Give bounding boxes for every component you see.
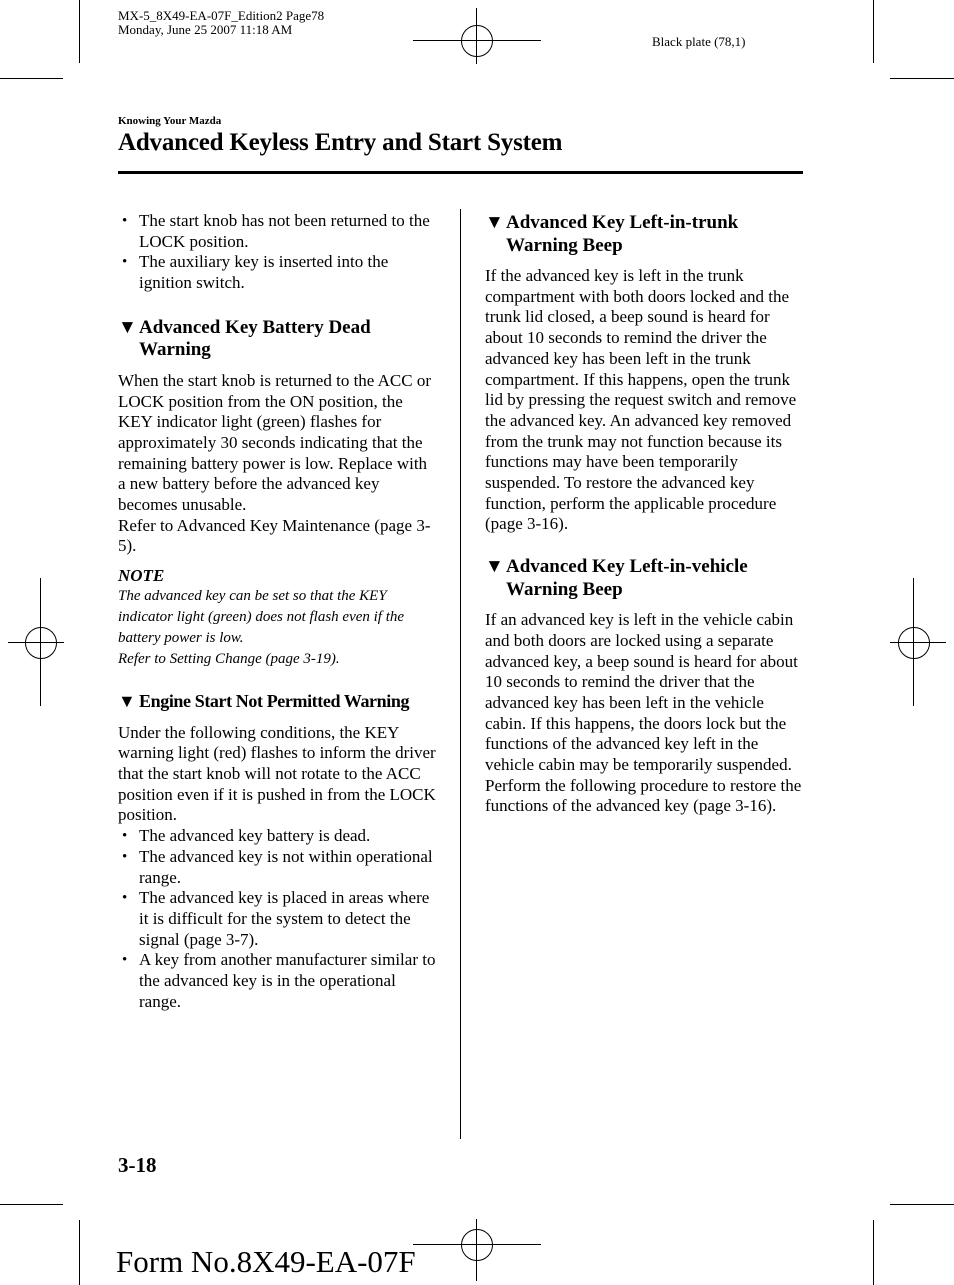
right-column [485, 212, 803, 817]
crop-mark-line [873, 1220, 874, 1285]
list-item: • The advanced key is not within operational range. [118, 847, 438, 888]
triangle-marker-icon: ▼ [118, 691, 136, 712]
heading-line: Warning Beep [506, 234, 623, 256]
heading-line: Advanced Key Battery Dead [139, 316, 371, 338]
battery-warning-reference: Refer to Advanced Key Maintenance (page 3-5). [118, 515, 431, 556]
vehicle-beep-body: If an advanced key is left in the vehicle cabin and both doors are locked using a separate advanced key, a beep sound is heard for about 10 seconds to remind the driver that the advanced key has been left in the vehicle cabin. If this happens, the doors lock but the functions of the advanced key left in the vehicle cabin may be temporarily suspended. Perform the following procedure to restore the functions of the advanced key (page 3-16). [485, 610, 802, 816]
intro-bullet-list [118, 211, 438, 294]
triangle-marker-icon: ▼ [485, 556, 504, 578]
heading-line: Advanced Key Left-in-vehicle [506, 556, 748, 578]
list-item: • The advanced key battery is dead. [118, 826, 438, 847]
vehicle-beep-heading [485, 556, 803, 601]
crop-mark-line [476, 1219, 477, 1281]
title-rule [118, 171, 803, 174]
registration-target-icon [25, 627, 57, 659]
registration-target-icon [461, 1229, 493, 1261]
crop-mark-line [79, 0, 80, 63]
crop-mark-line [0, 78, 63, 79]
crop-mark-line [890, 1204, 954, 1205]
note-reference: Refer to Setting Change (page 3-19). [118, 651, 340, 668]
engine-start-body: Under the following conditions, the KEY warning light (red) flashes to inform the driver that the start knob will not rotate to the ACC position even if it is pushed in from the LOCK position. [118, 722, 436, 825]
battery-warning-heading [118, 317, 438, 362]
trunk-beep-heading [485, 212, 803, 257]
plate-label: Black plate (78,1) [652, 34, 746, 49]
crop-mark-line [413, 1244, 541, 1245]
print-file-info [118, 9, 324, 37]
heading-line: Warning [139, 339, 211, 361]
registration-target-icon [461, 25, 493, 57]
heading-line: Warning Beep [506, 578, 623, 600]
note-body: The advanced key can be set so that the KEY indicator light (green) does not flash even if the battery power is low. [118, 588, 405, 647]
print-file-line: MX-5_8X49-EA-07F_Edition2 Page78 [118, 8, 325, 23]
list-item: • A key from another manufacturer similar to the advanced key is in the operational range. [118, 950, 438, 1012]
left-column [118, 211, 438, 1012]
note-title: NOTE [118, 566, 165, 586]
registration-target-icon [898, 627, 930, 659]
crop-mark-line [873, 0, 874, 63]
battery-warning-body: When the start knob is returned to the ACC or LOCK position from the ON position, the KEY indicator light (green) flashes for approximately 30 seconds indicating that the remaining battery power is low. Replace with a new battery before the advanced key becomes unusable. [118, 370, 432, 515]
crop-mark-line [79, 1220, 80, 1285]
column-divider [460, 209, 461, 1139]
trunk-beep-body: If the advanced key is left in the trunk compartment with both doors locked and the trunk lid closed, a beep sound is heard for about 10 seconds to remind the driver the advanced key has been left in the trunk compartment. If this happens, open the trunk lid by pressing the request switch and remove the advanced key. An advanced key removed from the trunk may not function because its functions may have been temporarily suspended. To restore the advanced key function, perform the applicable procedure (page 3-16). [485, 266, 797, 534]
crop-mark-line [413, 40, 541, 41]
heading-line: Engine Start Not Permitted Warning [139, 691, 410, 712]
engine-start-bullet-list [118, 826, 438, 1012]
page-number: 3-18 [118, 1153, 157, 1177]
triangle-marker-icon: ▼ [485, 212, 504, 233]
heading-line: Advanced Key Left-in-trunk [506, 212, 739, 233]
form-number: Form No.8X49-EA-07F [116, 1244, 416, 1279]
crop-mark-line [0, 1204, 63, 1205]
list-item: • The start knob has not been returned to the LOCK position. [118, 211, 438, 252]
list-item: • The advanced key is placed in areas where it is difficult for the system to detect the signal (page 3-7). [118, 888, 438, 950]
triangle-marker-icon: ▼ [118, 316, 137, 338]
section-label: Knowing Your Mazda [118, 115, 222, 127]
page-title: Advanced Keyless Entry and Start System [118, 129, 563, 156]
crop-mark-line [476, 8, 477, 64]
print-date-line: Monday, June 25 2007 11:18 AM [118, 22, 293, 37]
crop-mark-line [890, 78, 954, 79]
engine-start-heading [118, 690, 438, 713]
list-item: • The auxiliary key is inserted into the ignition switch. [118, 252, 438, 293]
